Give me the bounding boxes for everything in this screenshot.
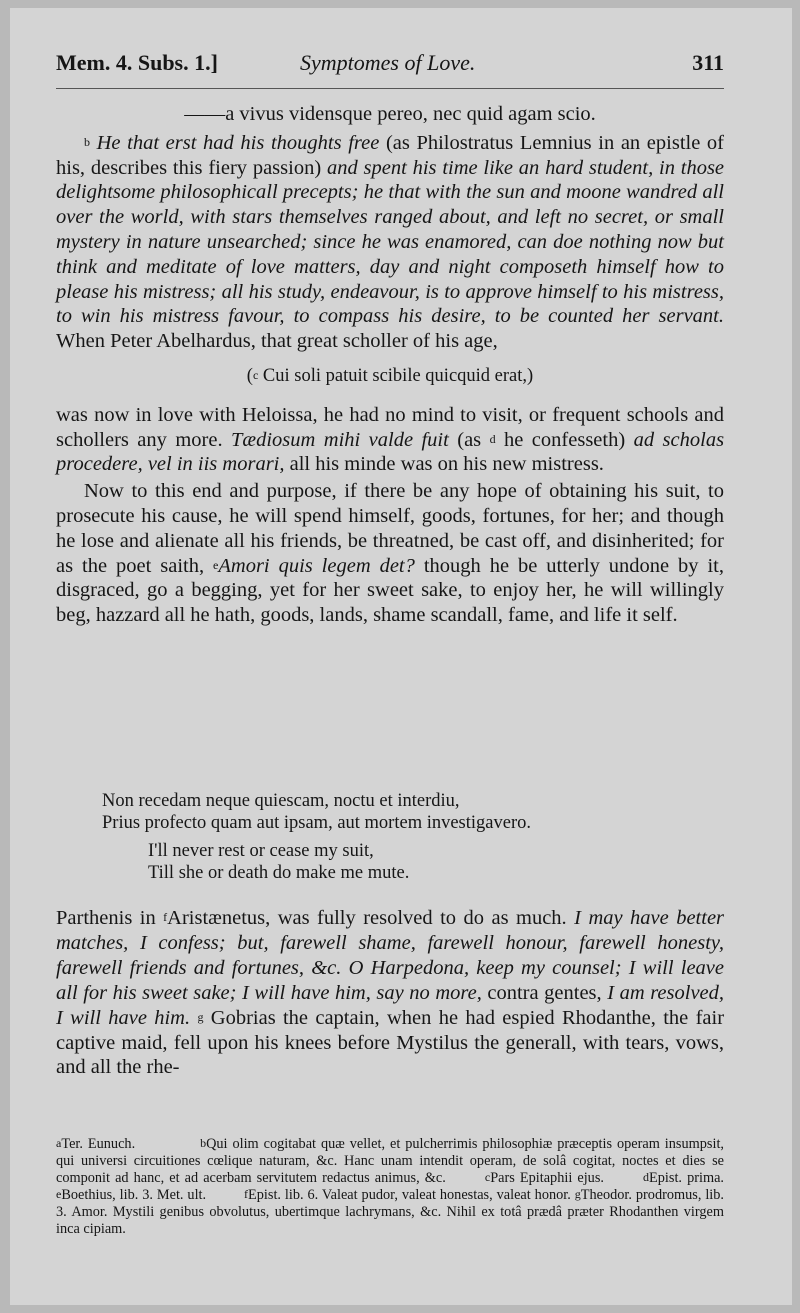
fn-mark-b: b <box>200 1136 207 1150</box>
footnote-c: Pars Epitaphii ejus. <box>490 1170 604 1186</box>
para1-roman-2: When Peter Abelhardus, that great scholler of his age, <box>56 330 498 353</box>
fn-mark-a: a <box>56 1136 62 1150</box>
para3-roman-3: contra gentes, <box>487 981 602 1004</box>
para2-italic-1: Amori quis legem det? <box>218 554 415 577</box>
footnote-mark-d: d <box>489 431 496 446</box>
main-text-block <box>56 102 724 628</box>
footnote-b: Qui olim cogitabat quæ vellet, et pulcherrimis philosophiæ præceptis operam insumpsit, qui universi circuitiones cœlique naturam, &c. Hanc unam intendit operam, de solâ cogitat, noctes et dies se componit ad hanc, et ad acerbam servitutem redactus animus, &c. <box>56 1136 724 1186</box>
footnote-mark-c: c <box>252 367 259 382</box>
para1-roman-5: all his minde was on his new mistress. <box>289 453 604 476</box>
para2-roman-1: Now to this end and purpose, if there be any hope of obtaining his suit, to prosecute his cause, he will spend himself, goods, fortunes, for her; and though he lose and alienate all his friends, be threatned, be cast off, and disinherited; for as the poet saith, <box>56 480 724 577</box>
verse-line-2: Prius profecto quam aut ipsam, aut mortem investigavero. <box>102 813 531 833</box>
fn-mark-e: e <box>56 1187 62 1201</box>
epigraph-mark: ——a <box>184 103 235 125</box>
para3-italic-2: I am resolved, I will have him. <box>56 981 725 1029</box>
verse-block <box>102 790 722 884</box>
quote-text: Cui soli patuit scibile quicquid erat,) <box>262 365 534 386</box>
paragraph-2 <box>56 479 724 628</box>
verse-line-3: I'll never rest or cease my suit, <box>148 841 374 861</box>
footnote-e: Boethius, lib. 3. Met. ult. <box>61 1187 207 1203</box>
section-reference: Mem. 4. Subs. 1.] <box>56 50 218 75</box>
footnote-f: Epist. lib. 6. Valeat pudor, valeat honestas, valeat honor. <box>248 1187 571 1203</box>
page-number: 311 <box>692 50 724 75</box>
running-header <box>56 50 724 84</box>
header-rule <box>56 88 724 89</box>
footnote-mark-e: e <box>213 557 219 572</box>
verse-line-1: Non recedam neque quiescam, noctu et interdiu, <box>102 791 460 811</box>
paragraph-3 <box>56 906 724 1080</box>
footnotes-text <box>56 1136 724 1238</box>
para3-roman-2: Aristænetus, was fully resolved to do as much. <box>167 907 567 929</box>
para3-italic-1: I may have better matches, I confess; but, farewell shame, farewell honour, farewell honesty, farewell friends and fortunes, &c. O Harpedona, keep my counsel; I will leave all for his sweet sake; I will have him, say no more, <box>56 907 725 1004</box>
para1-roman-3: was now in love with Heloissa, he had no mind to visit, or frequent schools and schollers any more. <box>56 403 724 451</box>
para1-roman-1: (as Philostratus Lemnius in an epistle of his, describes this fiery passion) <box>56 131 725 179</box>
footnote-d: Epist. prima. <box>649 1170 724 1186</box>
epigraph-text: vivus vidensque pereo, nec quid agam scio. <box>239 103 596 125</box>
running-title: Symptomes of Love. <box>300 50 476 75</box>
abelard-quote <box>56 364 724 389</box>
para1-italic-1: He that erst had his thoughts free <box>96 131 380 154</box>
fn-mark-c: c <box>484 1170 491 1184</box>
footnote-mark-g: g <box>197 1009 204 1024</box>
para2-roman-2: though he be utterly undone by it, disgraced, go a begging, yet for her sweet sake, to enjoy her, he will willingly beg, hazzard all he hath, goods, lands, shame scandall, fame, and life it self. <box>56 554 725 627</box>
para1-italic-4: ad scholas procedere, vel in iis morari, <box>56 428 725 476</box>
fn-mark-f: f <box>244 1187 249 1201</box>
paragraph-1-continued <box>56 403 724 477</box>
para1-roman-4b: he confesseth) <box>504 428 626 451</box>
book-page <box>10 8 792 1305</box>
fn-mark-g: g <box>574 1187 581 1201</box>
epigraph-line <box>56 102 724 127</box>
quote-open: ( <box>246 365 253 386</box>
para1-italic-3: Tædiosum mihi valde fuit <box>231 428 449 451</box>
para1-italic-2: and spent his time like an hard student, in those delightsome philosophicall precepts; he that with the sun and moone wandred all over the world, with stars themselves ranged about, and left no secret, or small mystery in nature unsearched; since he was enamored, can doe nothing now but think and meditate of love matters, day and night composeth himself how to please his mistress; all his study, endeavour, is to approve himself to his mistress, to win his mistress favour, to compass his desire, to be counted her servant. <box>56 156 725 328</box>
paragraph-1 <box>56 131 724 354</box>
fn-mark-d: d <box>643 1170 650 1184</box>
para3-roman-4: Gobrias the captain, when he had espied Rhodanthe, the fair captive maid, fell upon his knees before Mystilus the generall, with tears, vows, and all the rhe- <box>56 1006 725 1079</box>
footnote-mark-b: b <box>84 134 90 149</box>
footnote-mark-f: f <box>163 910 168 924</box>
para3-roman-1: Parthenis in <box>56 907 156 929</box>
footnotes-block <box>56 1136 724 1238</box>
verse-line-4: Till she or death do make me mute. <box>148 863 410 883</box>
footnote-a: Ter. Eunuch. <box>61 1136 136 1152</box>
para1-roman-4a: (as <box>457 428 482 451</box>
footnote-g: Theodor. prodromus, lib. 3. Amor. Mystili genibus obvolutus, ubertimque lachrymans, &c. Nihil ex totâ prædâ præter Rhodanthen virgem inca cipiam. <box>56 1187 725 1237</box>
